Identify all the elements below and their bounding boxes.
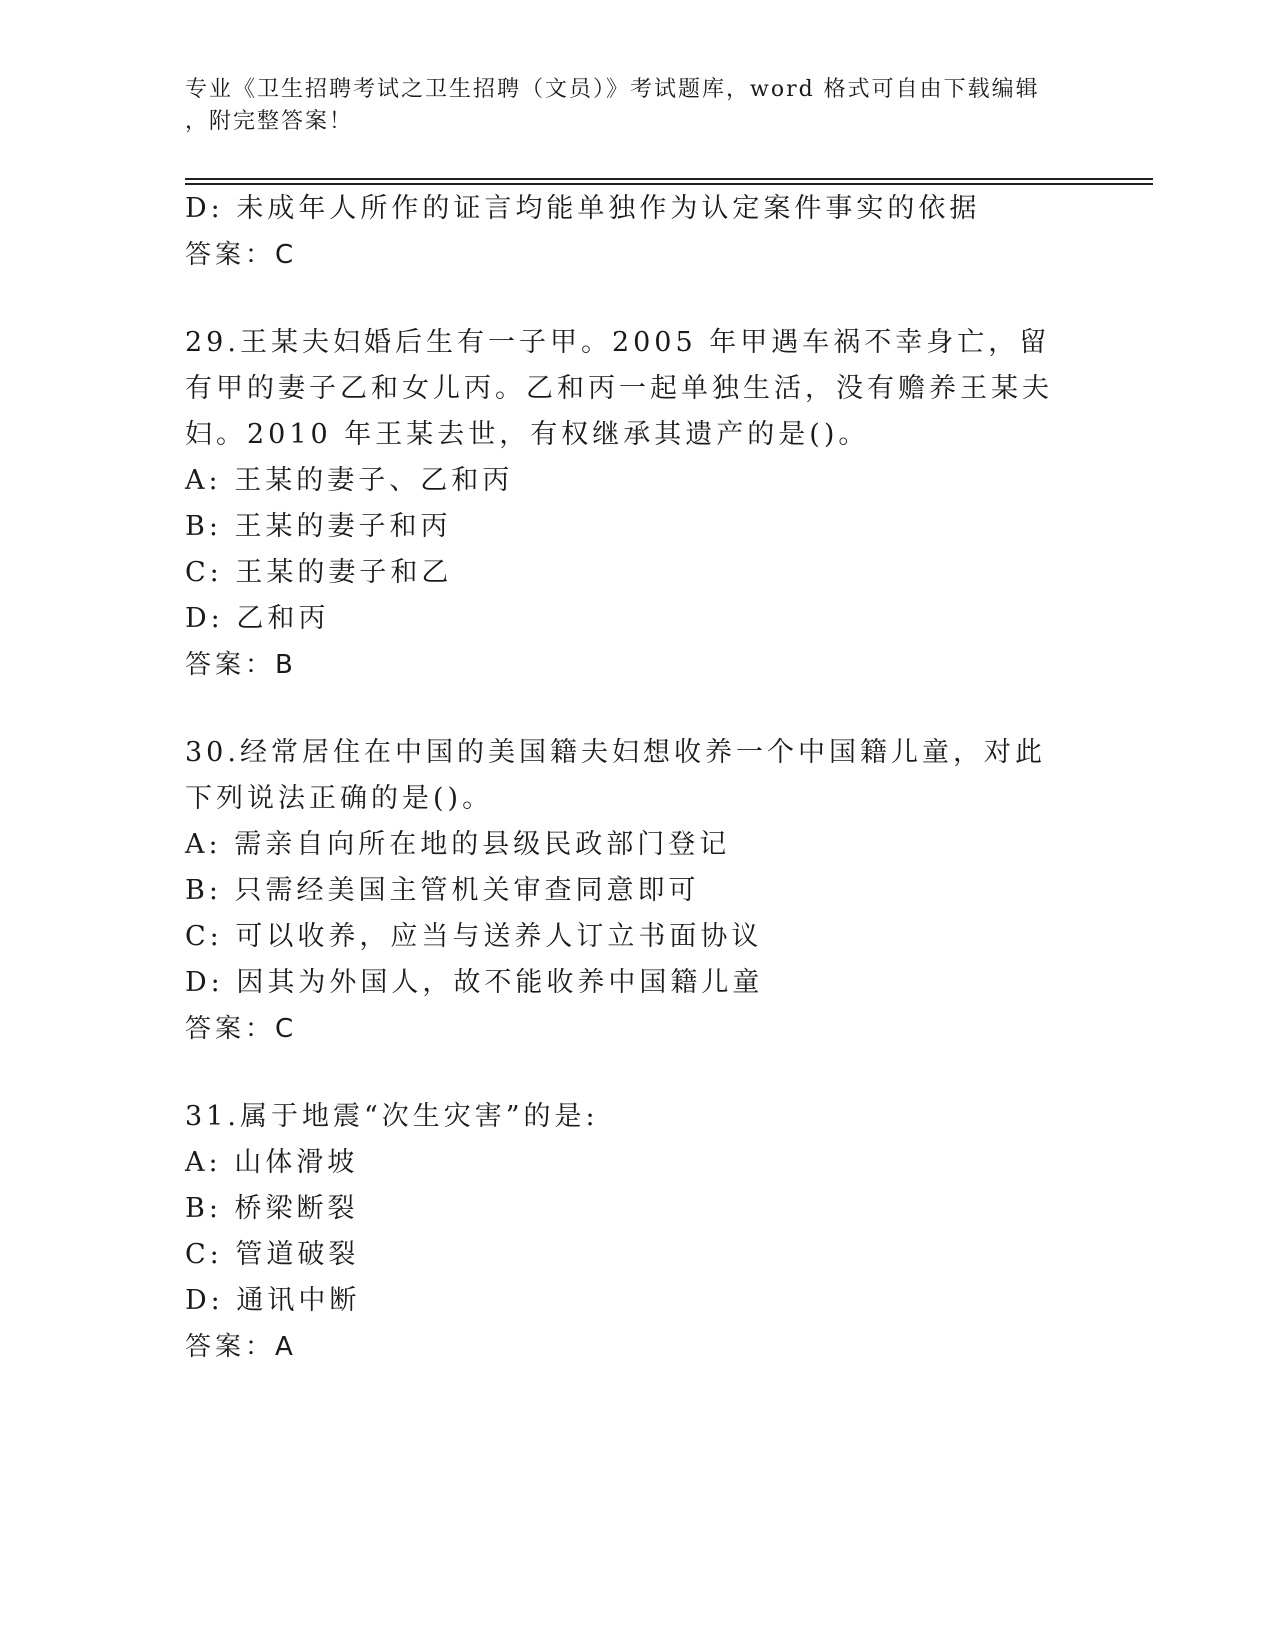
- question-text: 29.王某夫妇婚后生有一子甲。2005 年甲遇车祸不幸身亡，留有甲的妻子乙和女儿丙。乙和丙一起单独生活，没有赡养王某夫妇。2010 年王某去世，有权继承其遗产的是()。: [185, 327, 1053, 450]
- option-text: 通讯中断: [236, 1285, 361, 1316]
- option-text: 管道破裂: [235, 1239, 360, 1270]
- option-line: [185, 1140, 1085, 1186]
- option-letter: D:: [185, 603, 224, 634]
- question-text: 31.属于地震“次生灾害”的是:: [185, 1101, 599, 1132]
- answer-line: 答案：C: [185, 240, 298, 270]
- question-block: [185, 320, 1085, 688]
- question-block: [185, 730, 1085, 1052]
- option-text: 王某的妻子和丙: [234, 511, 452, 542]
- option-line: [185, 186, 1085, 232]
- question-text: 30.经常居住在中国的美国籍夫妇想收养一个中国籍儿童，对此下列说法正确的是()。: [185, 737, 1046, 814]
- option-text: 未成年人所作的证言均能单独作为认定案件事实的依据: [236, 193, 981, 224]
- option-text: 因其为外国人，故不能收养中国籍儿童: [236, 967, 764, 998]
- option-text: 山体滑坡: [234, 1147, 359, 1178]
- option-letter: C:: [185, 1239, 223, 1270]
- option-text: 王某的妻子和乙: [235, 557, 453, 588]
- header-line-2: ，附完整答案！: [185, 109, 354, 134]
- option-letter: A:: [185, 1147, 222, 1178]
- option-letter: D:: [185, 1285, 224, 1316]
- header-divider-top: [185, 178, 1153, 180]
- option-letter: B:: [185, 875, 222, 906]
- option-letter: C:: [185, 557, 223, 588]
- option-line: [185, 596, 1085, 642]
- option-text: 只需经美国主管机关审查同意即可: [234, 875, 700, 906]
- option-line: [185, 914, 1085, 960]
- option-letter: B:: [185, 511, 222, 542]
- option-line: [185, 1186, 1085, 1232]
- option-text: 可以收养，应当与送养人订立书面协议: [235, 921, 763, 952]
- option-letter: B:: [185, 1193, 222, 1224]
- option-line: [185, 550, 1085, 596]
- option-line: [185, 1278, 1085, 1324]
- answer-line: 答案：A: [185, 1332, 297, 1362]
- option-letter: A:: [185, 829, 222, 860]
- option-line: [185, 1232, 1085, 1278]
- option-letter: D:: [185, 967, 224, 998]
- option-line: [185, 868, 1085, 914]
- question-list: [185, 186, 1085, 1370]
- option-letter: D:: [185, 193, 224, 224]
- question-block: [185, 1094, 1085, 1370]
- option-line: [185, 504, 1085, 550]
- header-divider-bottom: [185, 183, 1153, 185]
- option-text: 乙和丙: [236, 603, 330, 634]
- option-text: 王某的妻子、乙和丙: [234, 465, 514, 496]
- option-letter: A:: [185, 465, 222, 496]
- option-line: [185, 822, 1085, 868]
- option-text: 桥梁断裂: [234, 1193, 359, 1224]
- option-letter: C:: [185, 921, 223, 952]
- answer-line: 答案：B: [185, 650, 297, 680]
- option-text: 需亲自向所在地的县级民政部门登记: [234, 829, 731, 860]
- document-header: [185, 74, 1065, 138]
- answer-line: 答案：C: [185, 1014, 298, 1044]
- option-line: [185, 458, 1085, 504]
- option-line: [185, 960, 1085, 1006]
- header-line-1: 专业《卫生招聘考试之卫生招聘（文员）》考试题库，word 格式可自由下载编辑: [185, 77, 1040, 102]
